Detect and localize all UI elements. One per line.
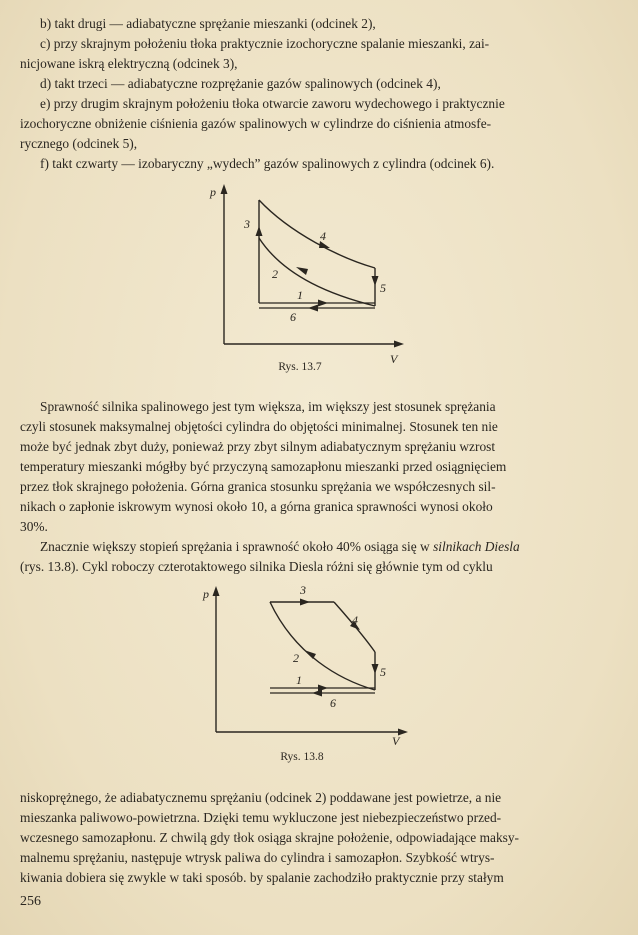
list-item-c: c) przy skrajnym położeniu tłoka praktycznie izochoryczne spalanie mieszanki, zai- [40,36,490,51]
label-3: 3 [300,583,306,597]
axis-v-arrow [394,341,404,348]
list-item-b: b) takt drugi — adiabatyczne sprężanie mieszanki (odcinek 2), [40,16,376,31]
figure-13-7-caption: Rys. 13.7 [278,361,322,373]
label-3: 3 [244,217,250,231]
page-number: 256 [20,894,41,909]
list-item-f: f) takt czwarty — izobaryczny „wydech” gazów spalinowych z cylindra (odcinek 6). [40,156,495,171]
process-list [20,14,598,174]
diesel-paragraph [20,537,598,577]
diesel-intro-text: Znacznie większy stopień sprężania i sprawność około 40% osiąga się w [40,539,434,554]
label-1: 1 [296,673,302,687]
diesel-line-2: (rys. 13.8). Cykl roboczy czterotaktowego silnika Diesla różni się głównie tym od cyklu [20,559,493,574]
label-2: 2 [293,651,299,665]
list-item-c-cont: nicjowane iskrą elektryczną (odcinek 3), [20,56,238,71]
axis-v-label: V [390,352,398,366]
label-6: 6 [330,696,336,710]
arrow-3 [300,599,310,606]
list-item-e: e) przy drugim skrajnym położeniu tłoka otwarcie zaworu wydechowego i praktycznie [40,96,505,111]
label-6: 6 [290,310,296,324]
arrow-6 [312,690,322,697]
efficiency-paragraph: Sprawność silnika spalinowego jest tym większa, im większy jest stosunek sprężania czyli stosunek maksymalnej objętości cylindra do objętości minimalnej. Stosunek ten nie może być jednak zbyt duży, ponieważ przy zbyt silnym adiabatycznym sprężaniu wzrost temperatury mieszanki mógłby być przyczyną samozapłonu mieszanki przed osiągnięciem przez tłok skrajnego położenia. Górna granica stosunku sprężania we współczesnych sil- nikach o zapłonie iskrowym wynosi około 10, a górna granica sprawności wynosi około 30%. [20,399,507,534]
label-2: 2 [272,267,278,281]
axis-p-arrow [213,586,220,596]
label-1: 1 [297,288,303,302]
label-5: 5 [380,665,386,679]
diesel-continued-paragraph: niskoprężnego, że adiabatycznemu sprężaniu (odcinek 2) poddawane jest powietrze, a nie mieszanka paliwowo-powietrzna. Dzięki temu wykluczone jest niebezpieczeństwo przed- wczesnego samozapłonu. Z chwilą gdy tłok osiąga skrajne położenie, odpowiadające maksy- malnemu sprężaniu, następuje wtrysk paliwa do cylindra i samozapłon. Szybkość wtrys- kiwania dobiera się zwykle w taki sposób. by spalanie zachodziło praktycznie przy stałym [20,790,520,885]
arrow-3 [256,226,263,236]
label-4: 4 [352,613,358,627]
list-item-e-cont: izochoryczne obniżenie ciśnienia gazów spalinowych w cylindrze do ciśnienia atmosfe- [20,116,492,131]
list-item-e-cont2: rycznego (odcinek 5), [20,136,138,151]
label-5: 5 [380,281,386,295]
axis-v-label: V [392,734,400,748]
figure-13-8-diesel-cycle [200,580,430,750]
list-item-d: d) takt trzeci — adiabatyczne rozprężanie gazów spalinowych (odcinek 4), [40,76,441,91]
arrow-5 [372,664,379,674]
arrow-6 [308,305,318,312]
axis-p-label: p [210,185,216,199]
arrow-2 [296,267,308,275]
arrow-5 [372,276,379,286]
label-4: 4 [320,229,326,243]
arrow-2 [304,650,316,659]
figure-13-8-caption: Rys. 13.8 [280,751,324,763]
segment-2 [270,602,375,690]
axis-p-arrow [221,184,228,194]
axis-p-label: p [203,587,209,601]
figure-13-7-otto-cycle [200,178,430,366]
axis-v-arrow [398,729,408,736]
arrow-1 [318,300,328,307]
diesel-term: silnikach Diesla [433,539,520,554]
